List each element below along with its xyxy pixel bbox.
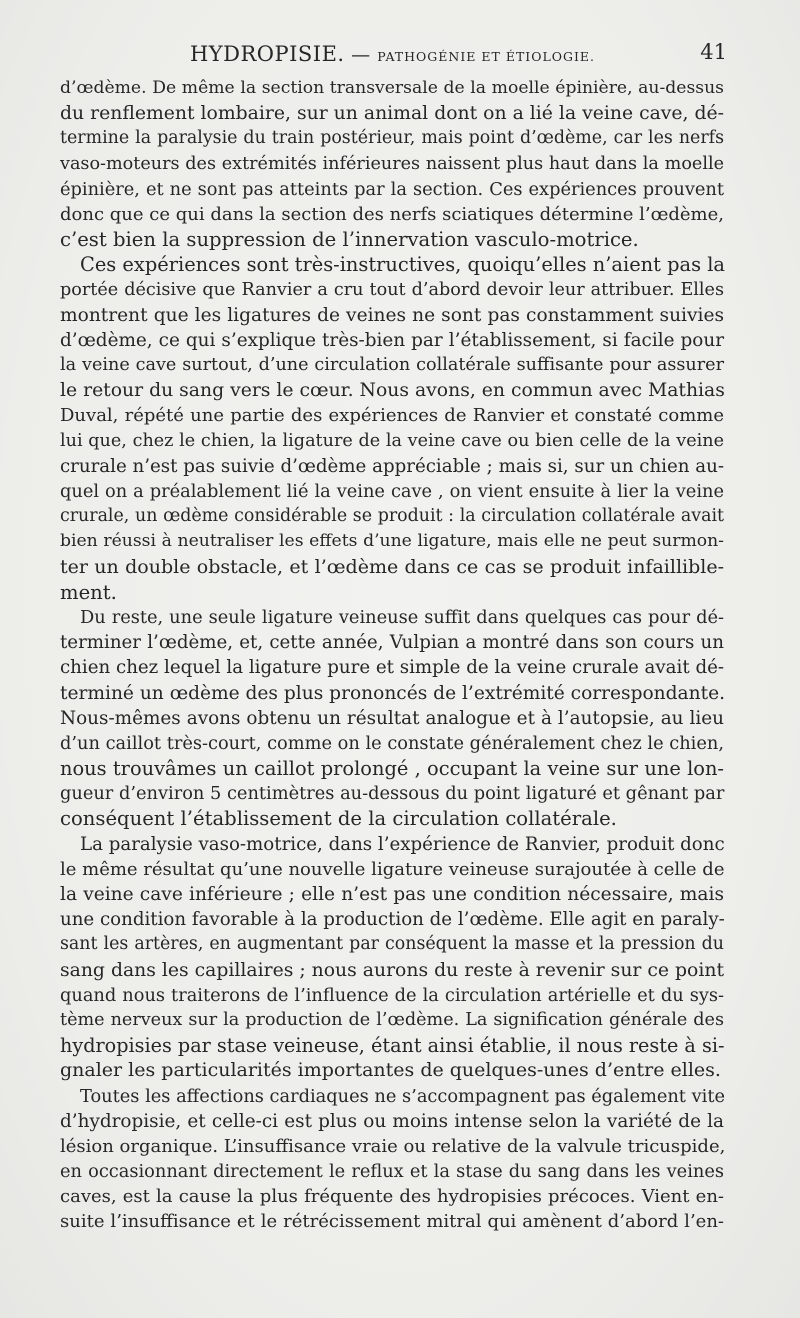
body-text: [60, 76, 724, 1235]
header-dash: —: [351, 44, 371, 66]
text-line: conséquent l’établissement de la circulation collatérale.: [60, 807, 617, 831]
text-line: vaso-moteurs des extrémités inférieures naissent plus haut dans la moelle: [60, 153, 724, 174]
text-line: ment.: [60, 580, 117, 604]
text-line: crurale, un œdème considérable se produit : la circulation collatérale avait: [60, 506, 724, 527]
text-line: Toutes les affections cardiaques ne s’accompagnent pas également vite: [80, 1085, 726, 1107]
text-line: portée décisive que Ranvier a cru tout d’abord devoir leur attribuer. Elles: [60, 279, 724, 300]
text-line: sang dans les capillaires ; nous aurons du reste à revenir sur ce point: [60, 959, 724, 981]
text-line: quel on a préalablement lié la veine cave , on vient ensuite à lier la veine: [60, 481, 724, 502]
text-line: Nous-mêmes avons obtenu un résultat analogue et à l’autopsie, au lieu: [60, 707, 724, 729]
text-line: la veine cave surtout, d’une circulation collatérale suffisante pour assurer: [60, 355, 724, 376]
page-number: 41: [700, 40, 727, 64]
text-line: c’est bien la suppression de l’innervation vasculo-motrice.: [60, 228, 639, 252]
text-line: donc que ce qui dans la section des nerfs sciatiques détermine l’œdème,: [60, 203, 724, 225]
text-line: du renflement lombaire, sur un animal dont on a lié la veine cave, dé-: [60, 103, 724, 125]
text-line: hydropisies par stase veineuse, étant ainsi établie, il nous reste à si-: [60, 1034, 725, 1058]
text-line: crurale n’est pas suivie d’œdème appréciable ; mais si, sur un chien au-: [60, 455, 724, 477]
text-line: une condition favorable à la production de l’œdème. Elle agit en paraly-: [60, 909, 725, 931]
text-line: la veine cave inférieure ; elle n’est pas une condition nécessaire, mais: [60, 884, 724, 905]
text-line: Du reste, une seule ligature veineuse suffit dans quelques cas pour dé-: [80, 606, 724, 628]
text-line: tème nerveux sur la production de l’œdème. La signification générale des: [60, 1009, 724, 1030]
text-line: Duval, répété une partie des expériences de Ranvier et constaté comme: [60, 405, 724, 427]
page-header: [60, 40, 725, 70]
text-line: bien réussi à neutraliser les effets d’une ligature, mais elle ne peut surmon-: [60, 531, 724, 552]
text-line: terminer l’œdème, et, cette année, Vulpian a montré dans son cours un: [60, 632, 724, 654]
text-line: termine la paralysie du train postérieur, mais point d’œdème, car les nerfs: [60, 128, 724, 149]
text-line: d’œdème, ce qui s’explique très-bien par l’établissement, si facile pour: [60, 329, 724, 351]
text-line: caves, est la cause la plus fréquente des hydropisies précoces. Vient en-: [60, 1186, 724, 1208]
section-title: PATHOGÉNIE ET ÉTIOLOGIE.: [377, 49, 596, 64]
text-line: quand nous traiterons de l’influence de la circulation artérielle et du sys-: [60, 984, 724, 1006]
text-line: épinière, et ne sont pas atteints par la section. Ces expériences prouvent: [60, 178, 724, 200]
text-line: d’œdème. De même la section transversale de la moelle épinière, au-dessus: [60, 78, 724, 98]
text-line: terminé un œdème des plus prononcés de l’extrémité correspondante.: [60, 682, 726, 704]
text-line: lésion organique. L’insuffisance vraie ou relative de la valvule tricuspide,: [60, 1135, 726, 1157]
text-line: gnaler les particularités importantes de quelques-unes d’entre elles.: [60, 1059, 721, 1082]
text-line: montrent que les ligatures de veines ne sont pas constamment suivies: [60, 304, 724, 326]
text-line: en occasionnant directement le reflux et la stase du sang dans les veines: [60, 1161, 724, 1183]
text-line: le retour du sang vers le cœur. Nous avons, en commun avec Mathias: [60, 380, 725, 402]
text-line: le même résultat qu’une nouvelle ligature veineuse surajoutée à celle de: [60, 858, 725, 880]
text-line: nous trouvâmes un caillot prolongé , occupant la veine sur une lon-: [60, 757, 724, 781]
text-line: Ces expériences sont très-instructives, quoiqu’elles n’aient pas la: [80, 253, 725, 277]
text-line: sant les artères, en augmentant par conséquent la masse et la pression du: [60, 934, 724, 955]
text-line: d’un caillot très-court, comme on le constate généralement chez le chien,: [60, 732, 724, 754]
text-line: La paralysie vaso-motrice, dans l’expérience de Ranvier, produit donc: [80, 833, 725, 855]
text-line: lui que, chez le chien, la ligature de la veine cave ou bien celle de la veine: [60, 430, 724, 451]
text-line: ter un double obstacle, et l’œdème dans ce cas se produit infaillible-: [60, 555, 724, 578]
text-line: gueur d’environ 5 centimètres au-dessous du point ligaturé et gênant par: [60, 783, 725, 805]
text-line: suite l’insuffisance et le rétrécissement mitral qui amènent d’abord l’en-: [60, 1211, 724, 1233]
text-line: d’hydropisie, et celle-ci est plus ou moins intense selon la variété de la: [60, 1110, 724, 1132]
running-head: [60, 42, 725, 66]
text-line: chien chez lequel la ligature pure et simple de la veine crurale avait dé-: [60, 657, 724, 679]
running-title: HYDROPISIE.: [189, 42, 345, 66]
